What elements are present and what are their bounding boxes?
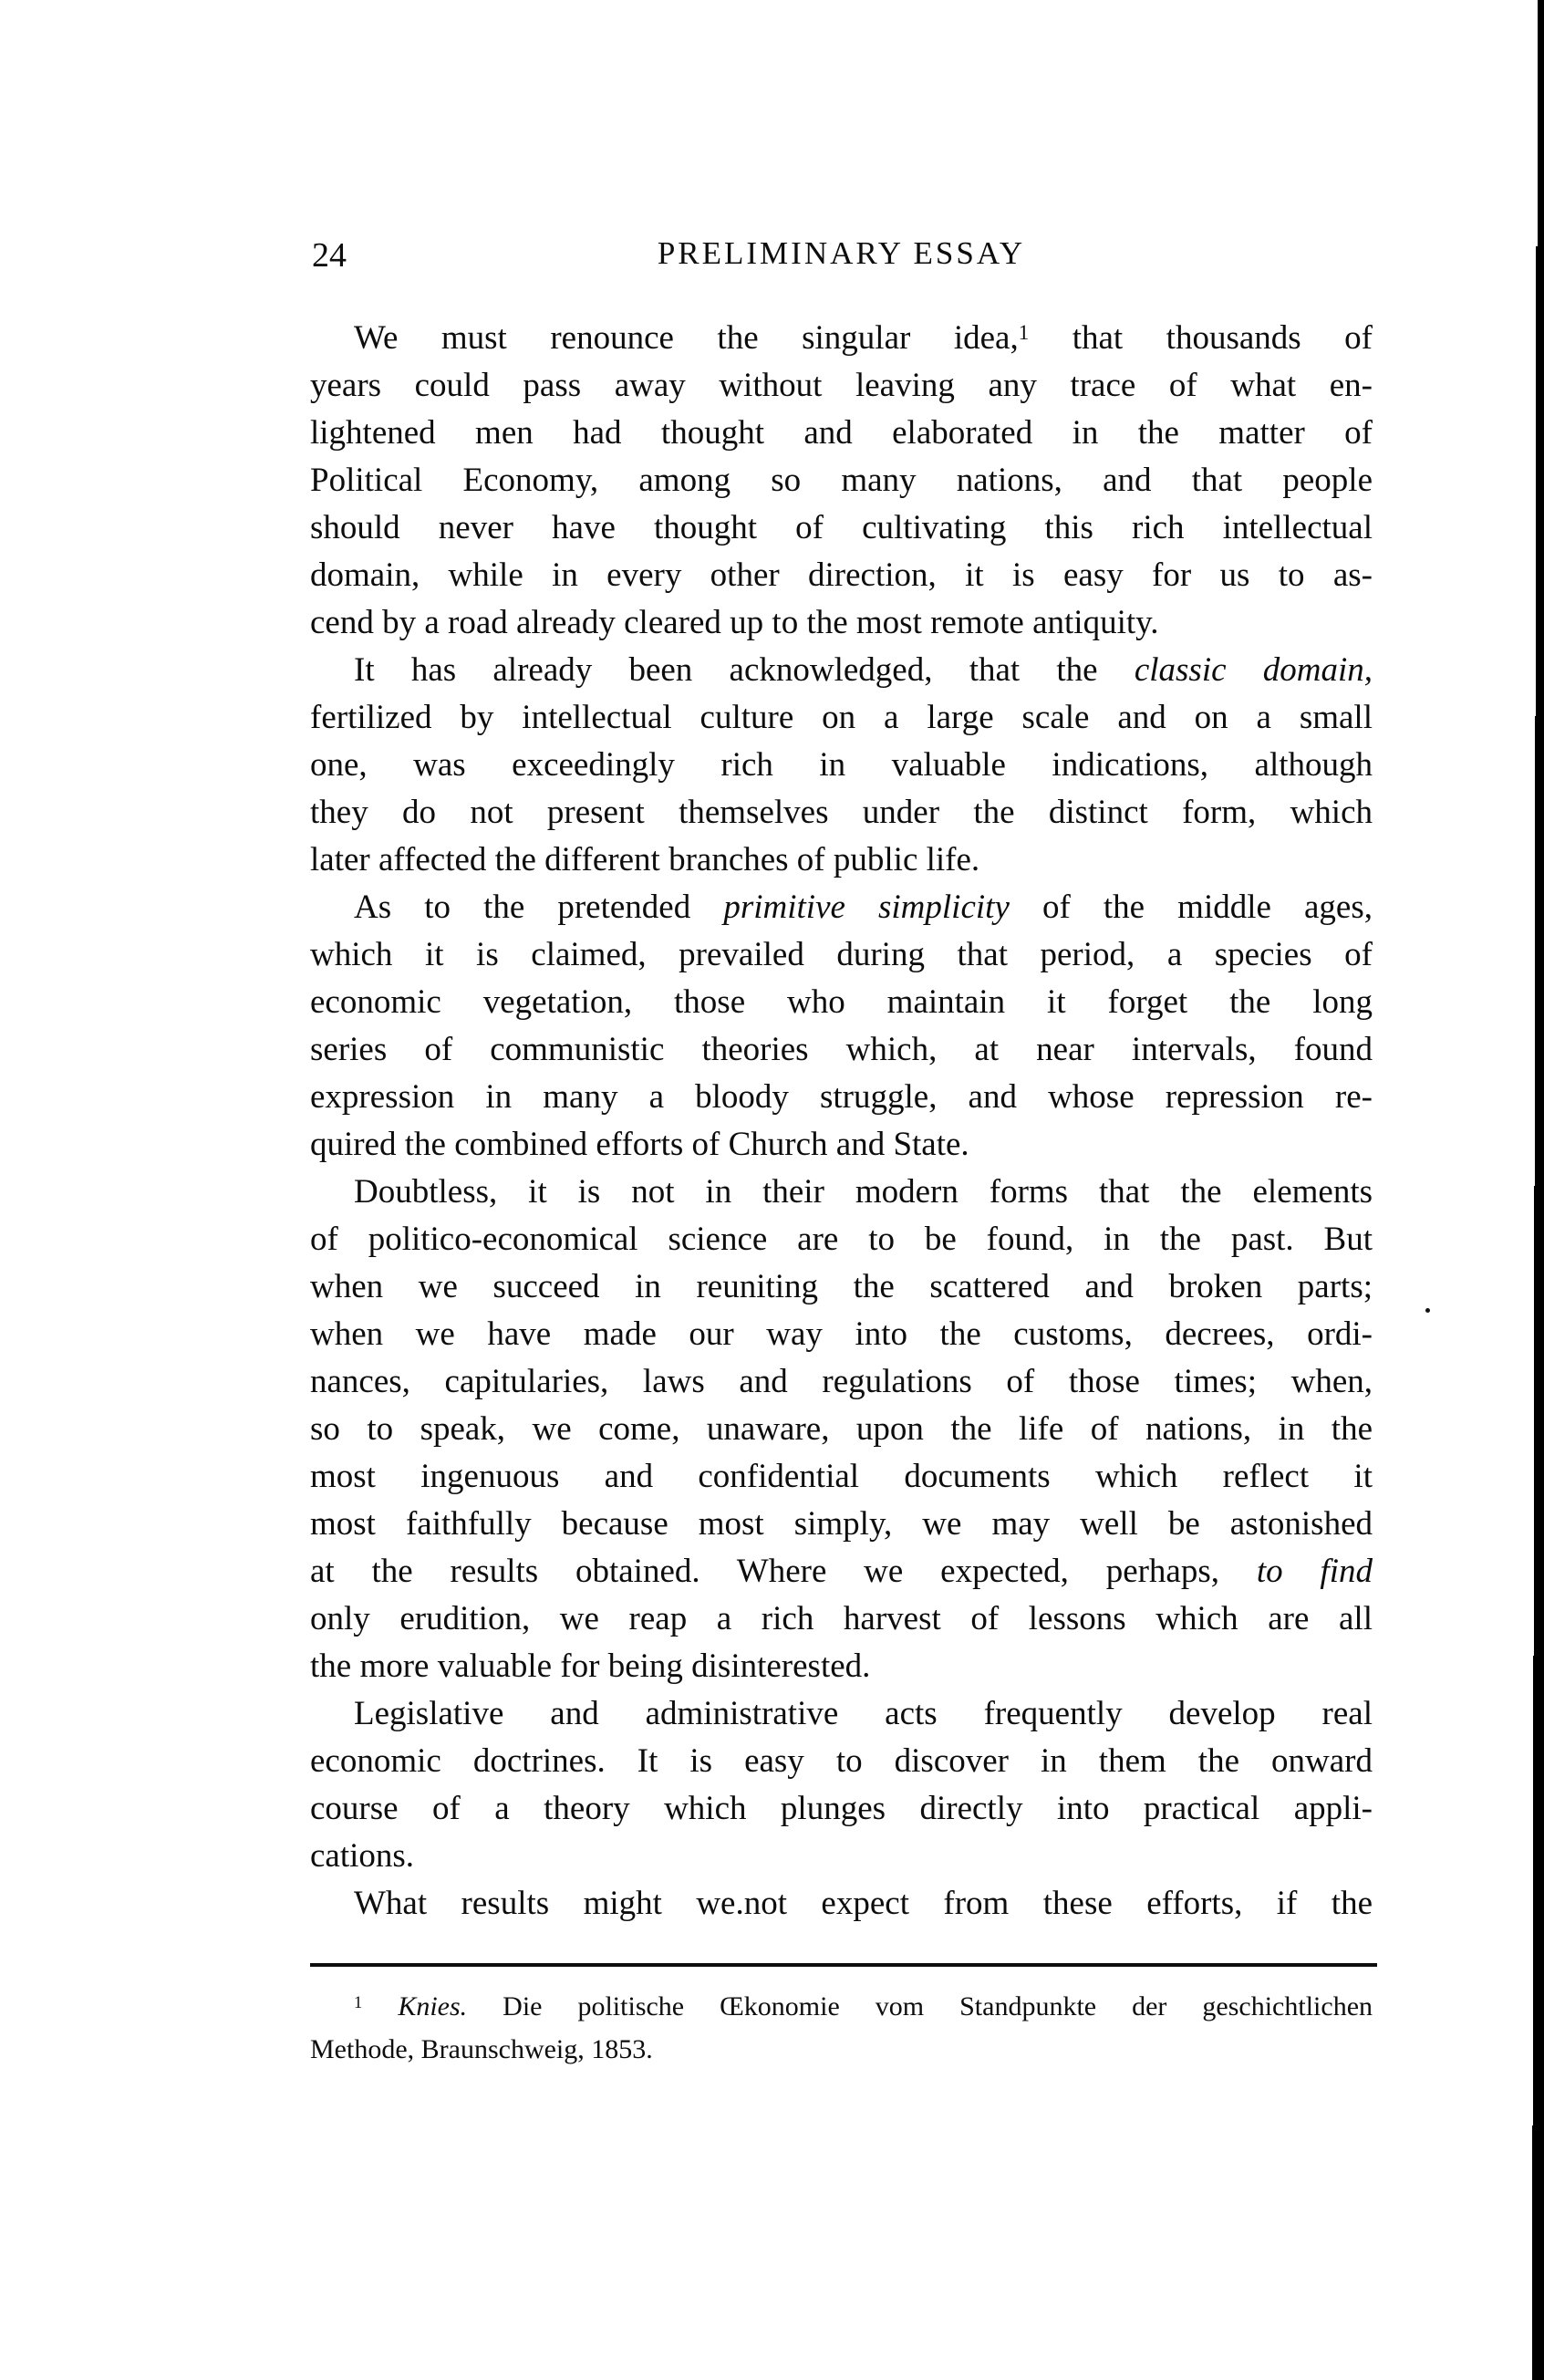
text-line: years could pass away without leaving any trace of what en- [310, 367, 1373, 404]
text-line: of politico-economical science are to be found, in the past. But [310, 1221, 1373, 1258]
text-line: What results might we.not expect from these efforts, if the [354, 1885, 1373, 1922]
text-line: economic doctrines. It is easy to discover in them the onward [310, 1742, 1373, 1780]
text-line: domain, while in every other direction, it is easy for us to as- [310, 556, 1373, 594]
footnote-text [310, 1985, 1373, 2071]
text-line: should never have thought of cultivating this rich intellectual [310, 509, 1373, 546]
text-line: when we have made our way into the customs, decrees, ordi- [310, 1315, 1373, 1353]
text-line: when we succeed in reuniting the scattered and broken parts; [310, 1268, 1373, 1305]
paragraph [310, 1880, 1373, 1928]
text-line: Legislative and administrative acts frequently develop real [354, 1695, 1373, 1732]
text-line: economic vegetation, those who maintain it forget the long [310, 983, 1373, 1021]
scan-edge-artifact [1538, 0, 1544, 246]
text-line: cations. [310, 1837, 415, 1875]
text-line: It has already been acknowledged, that the classic domain, [354, 651, 1373, 689]
text-line: later affected the different branches of public life. [310, 841, 980, 878]
text-line: the more valuable for being disinterested. [310, 1647, 871, 1685]
text-line: lightened men had thought and elaborated in the matter of [310, 414, 1373, 452]
text-line: which it is claimed, prevailed during that period, a species of [310, 936, 1373, 973]
text-line: fertilized by intellectual culture on a large scale and on a small [310, 699, 1373, 736]
paragraph [310, 1169, 1373, 1690]
body-text [310, 315, 1373, 1928]
paragraph [310, 884, 1373, 1169]
text-line: most faithfully because most simply, we may well be astonished [310, 1505, 1373, 1543]
text-line: course of a theory which plunges directly into practical appli- [310, 1790, 1373, 1827]
text-line: We must renounce the singular idea,$^1$ that thousands of [354, 319, 1373, 357]
text-line: expression in many a bloody struggle, and whose repression re- [310, 1078, 1373, 1116]
page-number: 24 [312, 236, 347, 275]
text-line: cend by a road already cleared up to the most remote antiquity. [310, 604, 1159, 641]
text-line: $^1$ Knies. Die politische Œkonomie vom Standpunkte der geschichtlichen [354, 1991, 1373, 2021]
text-line: As to the pretended primitive simplicity of the middle ages, [354, 889, 1373, 926]
scan-edge-artifact [1535, 716, 1544, 1186]
text-line: most ingenuous and confidential documents which reflect it [310, 1458, 1373, 1495]
text-line: nances, capitularies, laws and regulations of those times; when, [310, 1363, 1373, 1400]
text-line: Methode, Braunschweig, 1853. [310, 2034, 653, 2064]
text-line: one, was exceedingly rich in valuable indications, although [310, 746, 1373, 784]
scan-edge-artifact [1533, 1656, 1544, 2125]
text-line: only erudition, we reap a rich harvest of lessons which are all [310, 1600, 1373, 1637]
paragraph [310, 647, 1373, 884]
paragraph [310, 315, 1373, 647]
footnote-rule [310, 1963, 1377, 1967]
running-header [310, 234, 1373, 279]
text-line: Political Economy, among so many nations, and that people [310, 462, 1373, 499]
scan-edge-artifact [1532, 2125, 1544, 2380]
text-line: Doubtless, it is not in their modern forms that the elements [354, 1173, 1373, 1211]
scan-edge-artifact [1536, 246, 1544, 716]
scan-speck-artifact [1425, 1308, 1430, 1313]
text-line: so to speak, we come, unaware, upon the life of nations, in the [310, 1410, 1373, 1448]
text-line: they do not present themselves under the distinct form, which [310, 794, 1373, 831]
text-line: series of communistic theories which, at near intervals, found [310, 1031, 1373, 1068]
page-title: PRELIMINARY ESSAY [657, 235, 1026, 271]
text-line: quired the combined efforts of Church and State. [310, 1126, 969, 1163]
paragraph [310, 1690, 1373, 1880]
scan-edge-artifact [1534, 1186, 1544, 1656]
text-line: at the results obtained. Where we expected, perhaps, to find [310, 1553, 1373, 1590]
